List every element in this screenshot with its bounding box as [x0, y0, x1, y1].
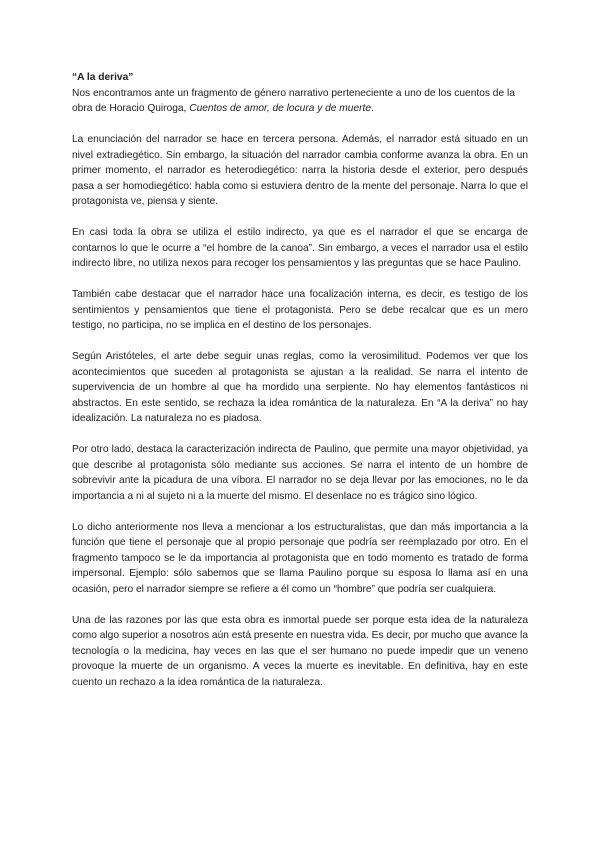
document-title: “A la deriva” — [72, 72, 134, 83]
intro-text: Nos encontramos ante un fragmento de género narrativo perteneciente a uno de los cuentos de la obra de Horacio Quiroga, — [72, 87, 515, 114]
intro-end: . — [371, 103, 374, 114]
paragraph-caracterizacion: Por otro lado, destaca la caracterización indirecta de Paulino, que permite una mayor objetividad, ya que describe al protagonista sólo mediante sus acciones. Se narra el intento de un hombre de sobrevivir ante la picadura de una víbora. El narrador no se deja llevar por las emociones, no le da importancia a ni al sujeto ni a la muerte del mismo. El desenlace no es trágico sino lógico. — [72, 444, 528, 502]
paragraph-aristoteles: Según Aristóteles, el arte debe seguir unas reglas, como la verosimilitud. Podemos ver que los acontecimientos que suceden al protagonista se ajustan a la realidad. Se narra el intento de supervivencia de un hombre al que ha mordido una serpiente. No hay elementos fantásticos ni abstractos. En este sentido, se rechaza la idea romántica de la naturaleza. En “A la deriva” no hay idealización. La naturaleza no es piadosa. — [72, 351, 528, 424]
paragraph-conclusion: Una de las razones por las que esta obra es inmortal puede ser porque esta idea de la naturaleza como algo superior a nosotros aún está presente en nuestra vida. Es decir, por mucho que avance la tecnología o la medicina, hay veces en las que el ser humano no puede impedir que un veneno provoque la muerte de un organismo. A veces la muerte es inevitable. En definitiva, hay en este cuento un rechazo a la idea romántica de la naturaleza. — [72, 614, 528, 688]
paragraph-estilo: En casi toda la obra se utiliza el estilo indirecto, ya que es el narrador el que se encarga de contarnos lo que le ocurre a “el hombre de la canoa”. Sin embargo, a veces el narrador usa el estilo indirecto libre, no utiliza nexos para recoger los pensamientos y las preguntas que se hace Paulino. — [72, 227, 528, 269]
intro-book-title: Cuentos de amor, de locura y de muerte — [189, 103, 372, 114]
paragraph-focalizacion: También cabe destacar que el narrador hace una focalización interna, es decir, es testigo de los sentimientos y pensamientos que tiene el protagonista. Pero se debe recalcar que es un mero testigo, no participa, no se implica en el destino de los personajes. — [72, 289, 528, 331]
paragraph-narrador: La enunciación del narrador se hace en tercera persona. Además, el narrador está situado en un nivel extradiegético. Sin embargo, la situación del narrador cambia conforme avanza la obra. En un primer momento, el narrador es heterodiegético: narra la historia desde el exterior, pero después pasa a ser homodiegético: habla como si estuviera dentro de la mente del personaje. Narra lo que el protagonista ve, piensa y siente. — [72, 134, 528, 207]
paragraph-estructuralistas: Lo dicho anteriormente nos lleva a mencionar a los estructuralistas, que dan más importancia a la función que tiene el personaje que al propio personaje que podría ser reemplazado por otro. En el fragmento tampoco se le da importancia al protagonista que en todo momento es tratado de forma impersonal. Ejemplo: sólo sabemos que se llama Paulino porque su esposa lo llama así en una ocasión, pero el narrador siempre se refiere a él como un “hombre” que podría ser cualquiera. — [72, 521, 528, 595]
document-page — [72, 70, 528, 706]
intro-paragraph — [72, 86, 528, 117]
